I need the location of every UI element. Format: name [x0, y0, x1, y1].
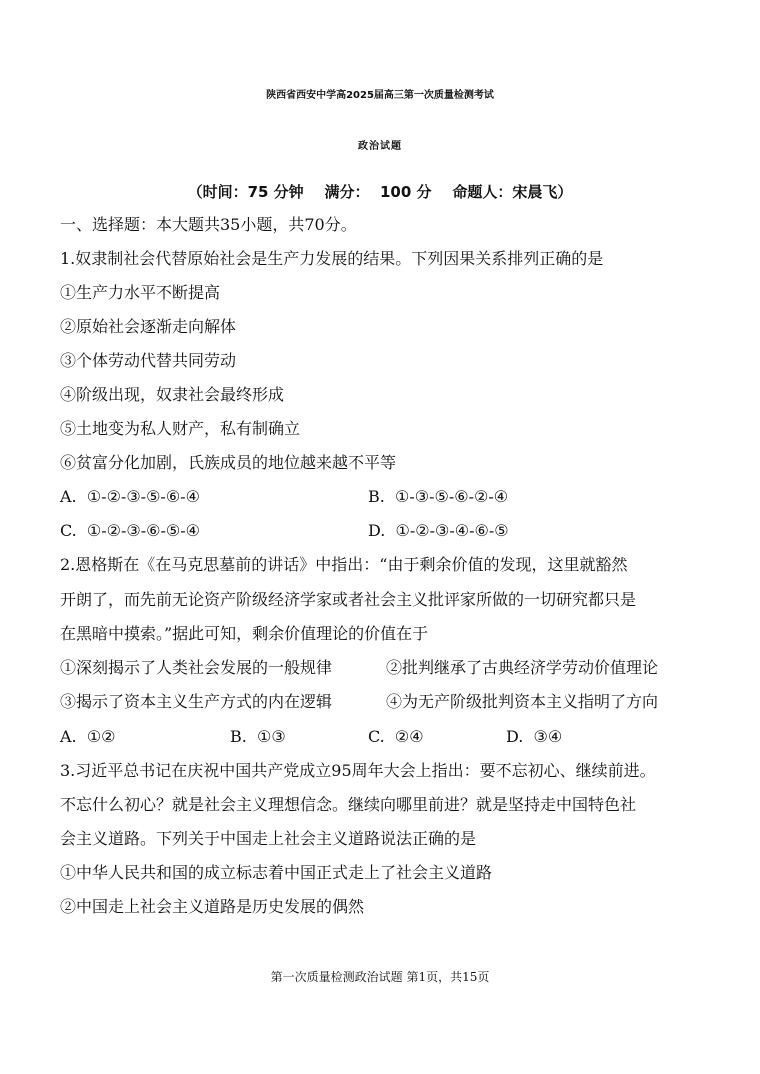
q2-item-4: ④为无产阶级批判资本主义指明了方向: [386, 692, 659, 711]
q2-option-a: A. ①②: [60, 727, 116, 746]
q1-item-3: ③个体劳动代替共同劳动: [60, 351, 237, 370]
exam-title: 陕西省西安中学高2025届高三第一次质量检测考试: [266, 90, 494, 101]
q3-stem-line-1: 3.习近平总书记在庆祝中国共产党成立95周年大会上指出：要不忘初心、继续前进。: [60, 761, 656, 780]
q1-option-c: C. ①-②-③-⑥-⑤-④: [60, 521, 201, 540]
q1-item-6: ⑥贫富分化加剧，氏族成员的地位越来越不平等: [60, 453, 397, 472]
q1-option-b: B. ①-③-⑤-⑥-②-④: [368, 487, 509, 506]
q1-stem: 1.奴隶制社会代替原始社会是生产力发展的结果。下列因果关系排列正确的是: [60, 249, 604, 268]
q2-option-d: D. ③④: [506, 727, 563, 746]
q1-option-a: A. ①-②-③-⑤-⑥-④: [60, 487, 200, 506]
q2-item-1: ①深刻揭示了人类社会发展的一般规律: [60, 658, 333, 677]
q2-option-c: C. ②④: [368, 727, 424, 746]
q3-stem-line-2: 不忘什么初心？就是社会主义理想信念。继续向哪里前进？就是坚持走中国特色社: [60, 795, 637, 814]
q3-item-1: ①中华人民共和国的成立标志着中国正式走上了社会主义道路: [60, 863, 493, 882]
q3-stem-line-3: 会主义道路。下列关于中国走上社会主义道路说法正确的是: [60, 829, 477, 848]
q2-item-2: ②批判继承了古典经济学劳动价值理论: [386, 658, 659, 677]
q1-item-1: ①生产力水平不断提高: [60, 283, 221, 302]
q1-option-d: D. ①-②-③-④-⑥-⑤: [368, 521, 509, 540]
q2-option-b: B. ①③: [230, 727, 286, 746]
q1-item-5: ⑤土地变为私人财产，私有制确立: [60, 419, 301, 438]
q2-stem-line-1: 2.恩格斯在《在马克思墓前的讲话》中指出：“由于剩余价值的发现，这里就豁然: [60, 555, 628, 574]
exam-subtitle: 政治试题: [358, 141, 402, 152]
q2-stem-line-3: 在黑暗中摸索。”据此可知，剩余价值理论的价值在于: [60, 624, 429, 643]
q3-item-2: ②中国走上社会主义道路是历史发展的偶然: [60, 897, 365, 916]
section-heading: 一、选择题：本大题共35小题，共70分。: [60, 215, 357, 234]
page-footer: 第一次质量检测政治试题 第1页，共15页: [270, 970, 490, 984]
q2-stem-line-2: 开朗了，而先前无论资产阶级经济学家或者社会主义批评家所做的一切研究都只是: [60, 590, 637, 609]
q1-item-2: ②原始社会逐渐走向解体: [60, 317, 237, 336]
q1-item-4: ④阶级出现，奴隶社会最终形成: [60, 385, 285, 404]
exam-meta: （时间：75 分钟 满分： 100 分 命题人：宋晨飞）: [187, 183, 573, 201]
q2-item-3: ③揭示了资本主义生产方式的内在逻辑: [60, 692, 333, 711]
